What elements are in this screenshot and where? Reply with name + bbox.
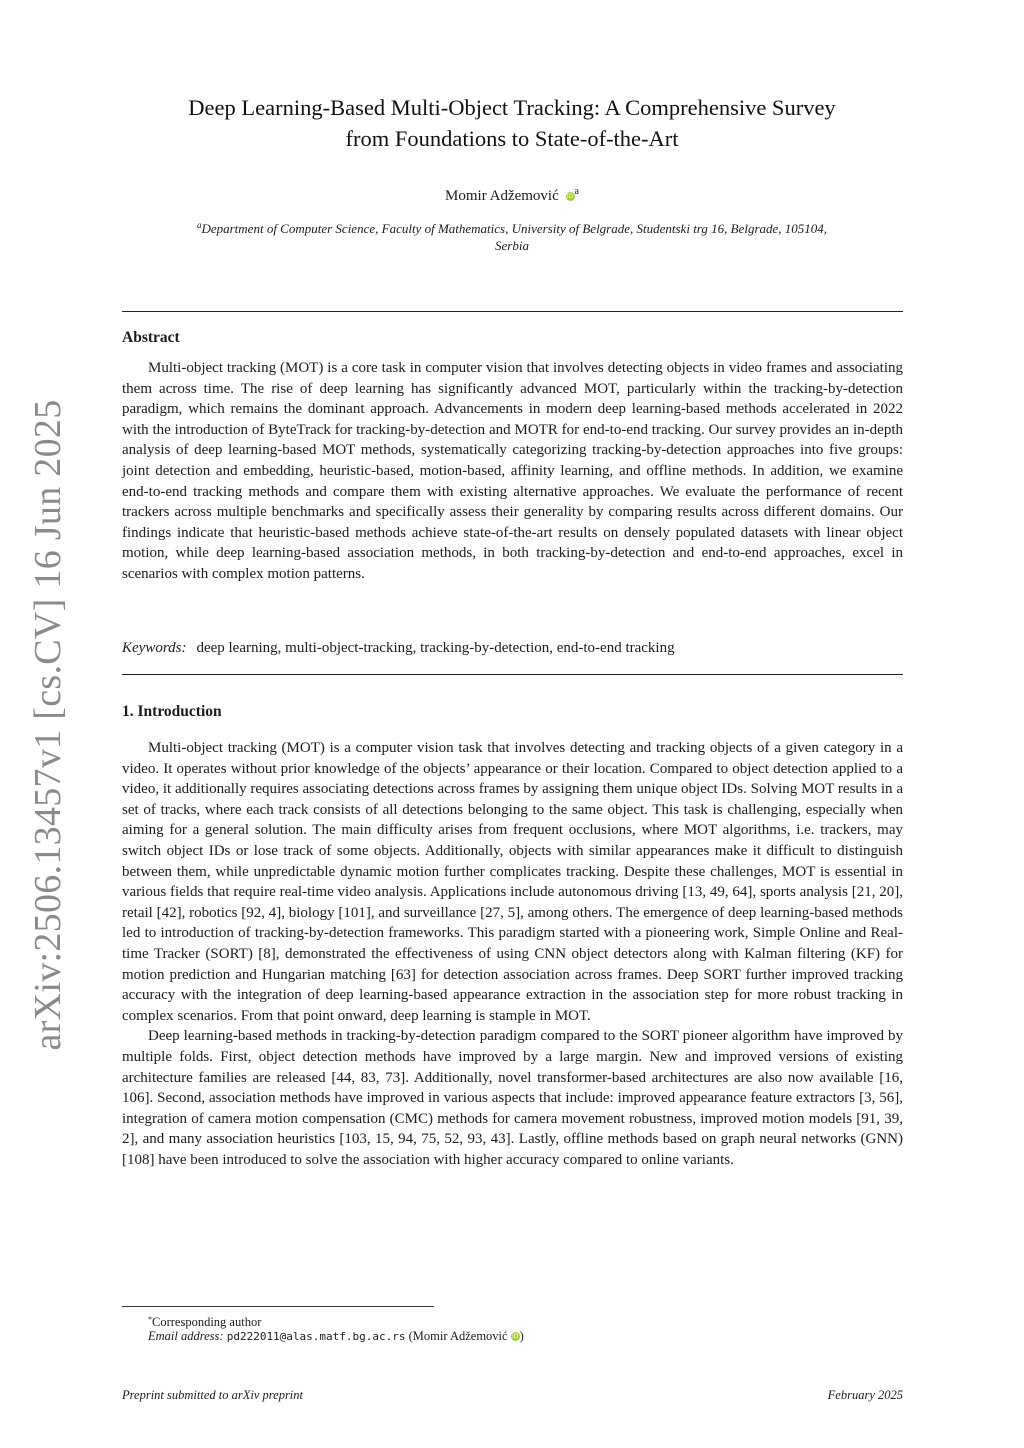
email-author-name: (Momir Adžemović	[408, 1329, 508, 1343]
email-author-close: )	[519, 1329, 524, 1343]
introduction-heading: 1. Introduction	[122, 703, 222, 720]
arxiv-side-stamp: arXiv:2506.13457v1 [cs.CV] 16 Jun 2025	[27, 399, 69, 1051]
keywords-text: deep learning, multi-object-tracking, tracking-by-detection, end-to-end tracking	[196, 640, 675, 656]
abstract-bottom-rule	[122, 674, 903, 675]
title-line-2: from Foundations to State-of-the-Art	[345, 126, 679, 151]
keywords	[122, 638, 903, 658]
introduction-paragraph-1: Multi-object tracking (MOT) is a computer vision task that involves detecting and tracking objects of a given category in a video. It operates without prior knowledge of the objects’ appearance or their location. Compared to object detection applied to a video, it additionally requires associating detections across frames by assigning them unique object IDs. Solving MOT results in a set of tracks, where each track consists of all detections belonging to the same object. This task is challenging, especially when aiming for a general solution. The main difficulty arises from frequent occlusions, where MOT algorithms, i.e. trackers, may switch object IDs or lose track of some objects. Additionally, objects with similar appearances make it difficult to distinguish between them, while unpredictable dynamic motion further complicates tracking. Despite these challenges, MOT is essential in various fields that require real-time video analysis. Applications include autonomous driving [13, 49, 64], sports analysis [21, 20], retail [42], robotics [92, 4], biology [101], and surveillance [27, 5], among others. The emergence of deep learning-based methods led to introduction of tracking-by-detection frameworks. This paradigm started with a pioneering work, Simple Online and Real-time Tracker (SORT) [8], demonstrated the effectiveness of using CNN object detectors along with Kalman filtering (KF) for motion prediction and Hungarian matching [63] for detection association across frames. Deep SORT further improved tracking accuracy with the integration of deep learning-based appearance extraction in the association step for more robust tracking in complex scenarios. From that point onward, deep learning is stample in MOT.	[122, 740, 903, 1024]
introduction-body	[122, 738, 903, 1170]
author-line	[122, 182, 902, 206]
email-link[interactable]: pd222011@alas.matf.bg.ac.rs	[226, 1330, 406, 1343]
author-affiliation-mark: a	[574, 186, 579, 197]
affiliation-mark: a	[196, 220, 202, 230]
abstract-body	[122, 358, 903, 585]
orcid-icon[interactable]: iD	[566, 193, 574, 200]
affiliation-text: Department of Computer Science, Faculty of Mathematics, University of Belgrade, Studentski trg 16, Belgrade, 105104, Serbia	[201, 221, 828, 253]
orcid-icon-footnote[interactable]: iD	[511, 1333, 519, 1340]
abstract-top-rule	[122, 311, 903, 312]
author-name: Momir Adžemović	[445, 188, 559, 204]
footer-left: Preprint submitted to arXiv preprint	[122, 1388, 304, 1402]
footnote-mark: *	[148, 1315, 152, 1324]
footer-right: February 2025	[827, 1388, 903, 1402]
footnote-corresponding-text: Corresponding author	[152, 1315, 262, 1329]
keywords-label: Keywords:	[122, 640, 187, 656]
footnote-rule	[122, 1306, 434, 1307]
introduction-paragraph-2: Deep learning-based methods in tracking-by-detection paradigm compared to the SORT pioneer algorithm have improved by multiple folds. First, object detection methods have improved by a large margin. New and improved versions of existing architecture families are released [44, 83, 73]. Additionally, novel transformer-based architectures are also now available [16, 106]. Second, association methods have improved in various aspects that include: improved appearance feature extractors [3, 56], integration of camera motion compensation (CMC) methods for camera movement robustness, improved motion models [91, 39, 2], and many association heuristics [103, 15, 94, 75, 52, 93, 43]. Lastly, offline methods based on graph neural networks (GNN) [108] have been introduced to solve the association with higher accuracy compared to online variants.	[122, 1028, 903, 1168]
paper-title	[122, 92, 902, 154]
email-label: Email address:	[148, 1329, 224, 1343]
footnote-email	[148, 1328, 524, 1345]
affiliation	[190, 217, 834, 254]
abstract-heading: Abstract	[122, 329, 180, 346]
abstract-paragraph: Multi-object tracking (MOT) is a core task in computer vision that involves detecting objects in video frames and associating them across time. The rise of deep learning has significantly advanced MOT, particularly within the tracking-by-detection paradigm, which remains the dominant approach. Advancements in modern deep learning-based methods accelerated in 2022 with the introduction of ByteTrack for tracking-by-detection and MOTR for end-to-end tracking. Our survey provides an in-depth analysis of deep learning-based MOT methods, systematically categorizing tracking-by-detection approaches into five groups: joint detection and embedding, heuristic-based, motion-based, affinity learning, and offline methods. In addition, we examine end-to-end tracking methods and compare them with existing alternative approaches. We evaluate the performance of recent trackers across multiple benchmarks and specifically assess their generality by comparing results across different domains. Our findings indicate that heuristic-based methods achieve state-of-the-art results on densely populated datasets with linear object motion, while deep learning-based association methods, in both tracking-by-detection and end-to-end approaches, excel in scenarios with complex motion patterns.	[122, 360, 903, 582]
title-line-1: Deep Learning-Based Multi-Object Tracking: A Comprehensive Survey	[188, 95, 836, 120]
